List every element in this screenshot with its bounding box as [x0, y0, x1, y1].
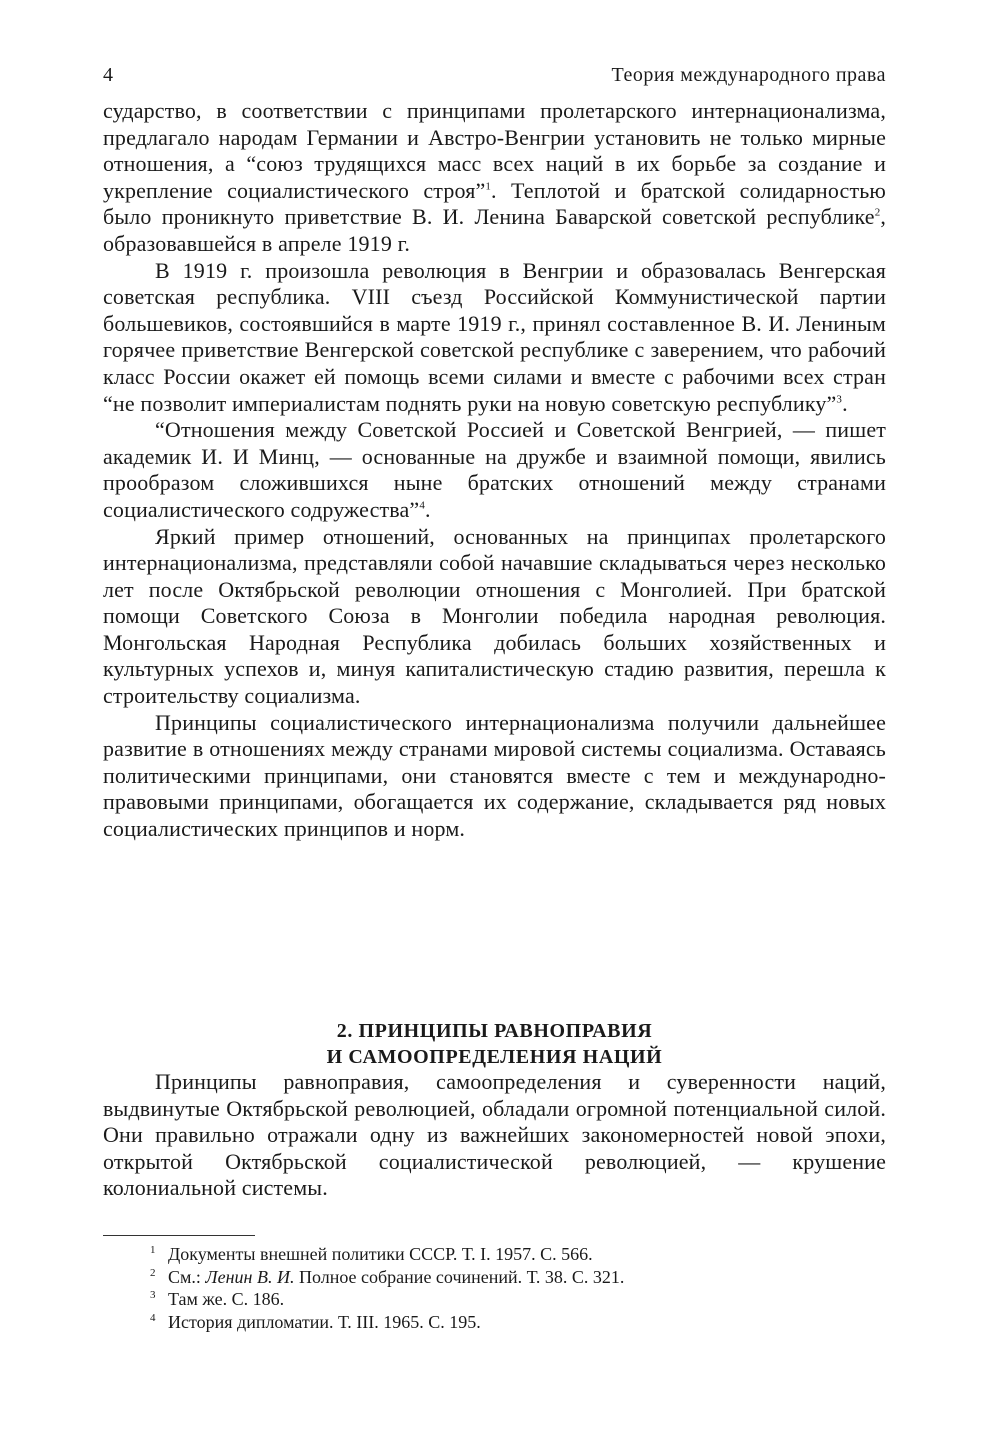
paragraph-3-text-2: .	[425, 496, 431, 522]
section-paragraph: Принципы равноправия, самоопределения и суверенности наций, выдвинутые Октябрьской революцией, обладали огромной потенциальной силой. Они правильно отражали одну из важнейших закономерностей новой эпохи, открытой Октябрьской социалистической революцией, — крушение колониальной системы.	[103, 1069, 886, 1201]
footnote-author: Ленин В. И.	[205, 1266, 295, 1287]
paragraph-1-text-1: сударство, в соответствии с принципами пролетарского интернационализма, предлагало народам Германии и Австро-Венгрии установить не только мирные отношения, а “союз трудящихся масс всех наций в их борьбе за создание и укрепление социалистического строя”	[103, 98, 886, 203]
main-text	[103, 98, 886, 843]
paragraph-1-text-3: , образовавшейся в апреле 1919 г.	[103, 204, 886, 256]
footnote-text: Там же. С. 186.	[168, 1289, 285, 1309]
footnote-text: Полное собрание сочинений. Т. 38. С. 321.	[294, 1266, 625, 1287]
section-heading	[103, 1018, 886, 1070]
running-header	[103, 60, 886, 90]
section-text	[103, 1069, 886, 1202]
page-number: 4	[103, 64, 114, 86]
footnote-2: $^2$ См.: Ленин В. И. Полное собрание сочинений. Т. 38. С. 321.	[150, 1266, 625, 1287]
footnote-ref-1: 1	[485, 180, 492, 193]
footnote-3: $^3$ Там же. С. 186.	[150, 1289, 285, 1309]
paragraph-4: Яркий пример отношений, основанных на принципах пролетарского интернационализма, представляли собой начавшие складываться через несколько лет после Октябрьской революции отношения с Монголией. При братской помощи Советского Союза в Монголии победила народная революция. Монгольская Народная Республика добилась больших хозяйственных и культурных успехов и, минуя капиталистическую стадию развития, перешла к строительству социализма.	[103, 523, 886, 709]
footnote-text: История дипломатии. Т. III. 1965. С. 195.	[168, 1311, 481, 1332]
paragraph-1	[103, 98, 886, 258]
footnote-prefix: См.:	[168, 1266, 206, 1287]
footnote-text: Документы внешней политики СССР. Т. I. 1957. С. 566.	[168, 1244, 593, 1264]
paragraph-3-text-1: “Отношения между Советской Россией и Советской Венгрией, — пишет академик И. И Минц, — основанные на дружбе и взаимной помощи, явились прообразом сложившихся ныне братских отношений между странами социалистического содружества”	[103, 417, 886, 522]
paragraph-3	[103, 417, 886, 523]
paragraph-2	[103, 258, 886, 418]
paragraph-1-text-2: . Теплотой и братской солидарностью было проникнуто приветствие В. И. Ленина Баварской советской республике	[103, 177, 886, 230]
section-heading-line-1: 2. ПРИНЦИПЫ РАВНОПРАВИЯ	[336, 1020, 653, 1042]
footnote-1: $^1$ Документы внешней политики СССР. Т. I. 1957. С. 566.	[150, 1244, 593, 1264]
footnote-separator	[103, 1235, 255, 1236]
section-heading-line-2: И САМООПРЕДЕЛЕНИЯ НАЦИЙ	[326, 1046, 663, 1068]
footnotes	[150, 1243, 886, 1333]
paragraph-2-text-1: В 1919 г. произошла революция в Венгрии и образовалась Венгерская советская республика. VIII съезд Российской Коммунистической партии большевиков, состоявшийся в марте 1919 г., принял составленное В. И. Лениным горячее приветствие Венгерской советской республике с заверением, что рабочий класс России окажет ей помощь всеми силами и вместе с рабочими всех стран “не позволит империалистам поднять руки на новую советскую республику”	[103, 257, 886, 416]
paragraph-2-text-2: .	[842, 390, 848, 416]
footnote-4: $^4$ История дипломатии. Т. III. 1965. С. 195.	[150, 1311, 481, 1332]
footnote-ref-2: 2	[874, 207, 881, 220]
running-title: Теория международного права	[611, 64, 886, 86]
paragraph-5: Принципы социалистического интернационализма получили дальнейшее развитие в отношениях между странами мировой системы социализма. Оставаясь политическими принципами, они становятся вместе с тем и международно-правовыми принципами, обогащается их содержание, складывается ряд новых социалистических принципов и норм.	[103, 709, 886, 842]
footnote-ref-4: 4	[419, 499, 425, 512]
footnote-ref-3: 3	[836, 393, 843, 406]
